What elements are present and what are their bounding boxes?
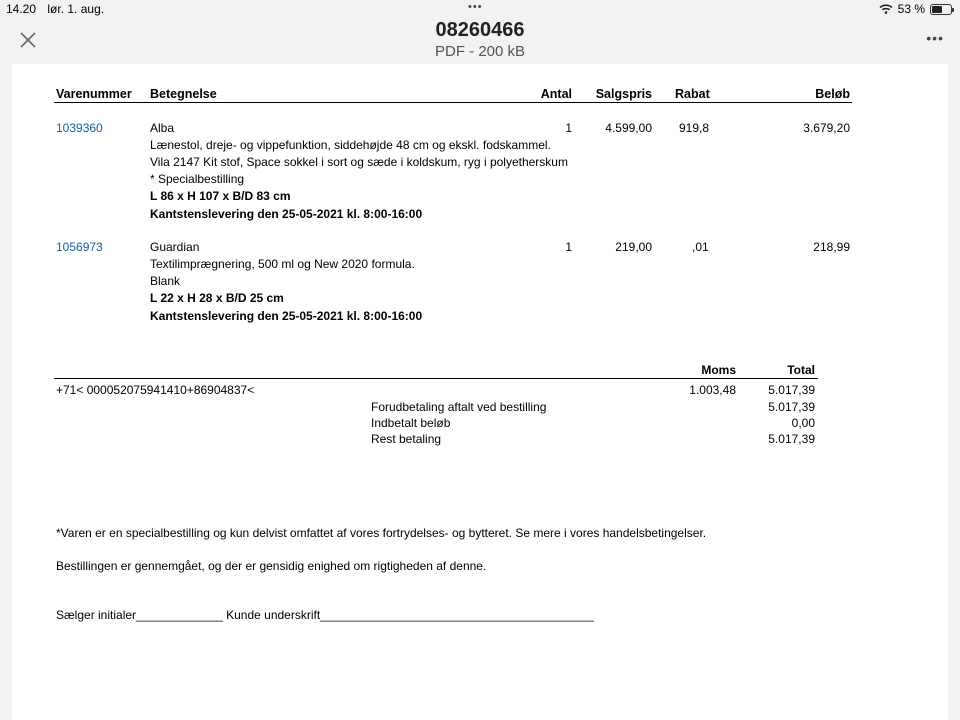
item-price: 4.599,00 [605,121,652,135]
status-right [879,2,952,16]
payment-value: 5.017,39 [768,400,815,414]
item-description-line: * Specialbestilling [150,172,245,186]
item-name: Guardian [150,240,200,254]
header-price: Salgspris [595,87,652,101]
item-dimensions: L 22 x H 28 x B/D 25 cm [150,291,284,305]
payment-label: Forudbetaling aftalt ved bestilling [371,400,547,414]
header-rule [54,102,852,103]
header-description: Betegnelse [150,87,217,101]
item-description-line: Textilimprægnering, 500 ml og New 2020 formula. [150,257,415,271]
battery-icon [930,4,952,15]
document-title: 08260466 [435,19,525,41]
item-description-line: Lænestol, dreje- og vippefunktion, siddehøjde 48 cm og ekskl. fodskammel. [150,138,551,152]
special-order-note: *Varen er en specialbestilling og kun delvist omfattet af vores fortrydelses- og bytteret. Se mere i vores handelsbetingelser. [56,526,707,540]
invoice-document [12,64,948,720]
payment-value: 0,00 [791,416,815,430]
pdf-page [12,64,948,720]
payment-label: Indbetalt beløb [371,416,451,430]
item-amount: 218,99 [813,240,850,254]
moms-value: 1.003,48 [689,383,736,397]
more-options-icon[interactable]: ••• [926,30,944,46]
ocr-payment-line: +71< 000052075941410+86904837< [56,383,255,397]
item-delivery: Kantstenslevering den 25-05-2021 kl. 8:00-16:00 [150,309,423,323]
item-amount: 3.679,20 [803,121,850,135]
item-link-1056973[interactable]: 1056973 [56,240,103,254]
totals-rule [54,378,818,379]
item-dimensions: L 86 x H 107 x B/D 83 cm [150,189,291,203]
payment-label: Rest betaling [371,432,442,446]
item-description-line: Vila 2147 Kit stof, Space sokkel i sort og sæde i koldskum, ryg i polyetherskum [150,155,568,169]
status-left [6,2,112,16]
item-description-line: Blank [150,274,181,288]
total-label: Total [787,363,815,377]
moms-label: Moms [701,363,736,377]
signature-line: Sælger initialer_____________ Kunde underskrift_________________________________________ [56,608,594,622]
item-discount: 919,8 [679,121,710,135]
confirmation-text: Bestillingen er gennemgået, og der er gensidig enighed om rigtigheden af denne. [56,559,487,573]
header-qty: Antal [540,87,572,101]
status-time: 14.20 [6,2,37,16]
battery-percent: 53 % [897,2,925,16]
status-bar [0,0,960,18]
wifi-icon [879,4,893,14]
item-name: Alba [150,121,175,135]
header-discount: Rabat [675,87,710,101]
item-qty: 1 [565,240,572,254]
item-delivery: Kantstenslevering den 25-05-2021 kl. 8:00-16:00 [150,207,423,221]
item-discount: ,01 [692,240,709,254]
total-value: 5.017,39 [768,383,815,397]
header-amount: Beløb [815,87,850,101]
item-price: 219,00 [615,240,652,254]
item-qty: 1 [565,121,572,135]
item-link-1039360[interactable]: 1039360 [56,121,103,135]
multitask-dots-icon[interactable]: ••• [468,1,483,13]
viewer-nav-bar [0,18,960,64]
status-date: lør. 1. aug. [47,2,105,16]
header-item-no: Varenummer [56,87,132,101]
payment-value: 5.017,39 [768,432,815,446]
document-subtitle: PDF - 200 kB [434,43,526,60]
